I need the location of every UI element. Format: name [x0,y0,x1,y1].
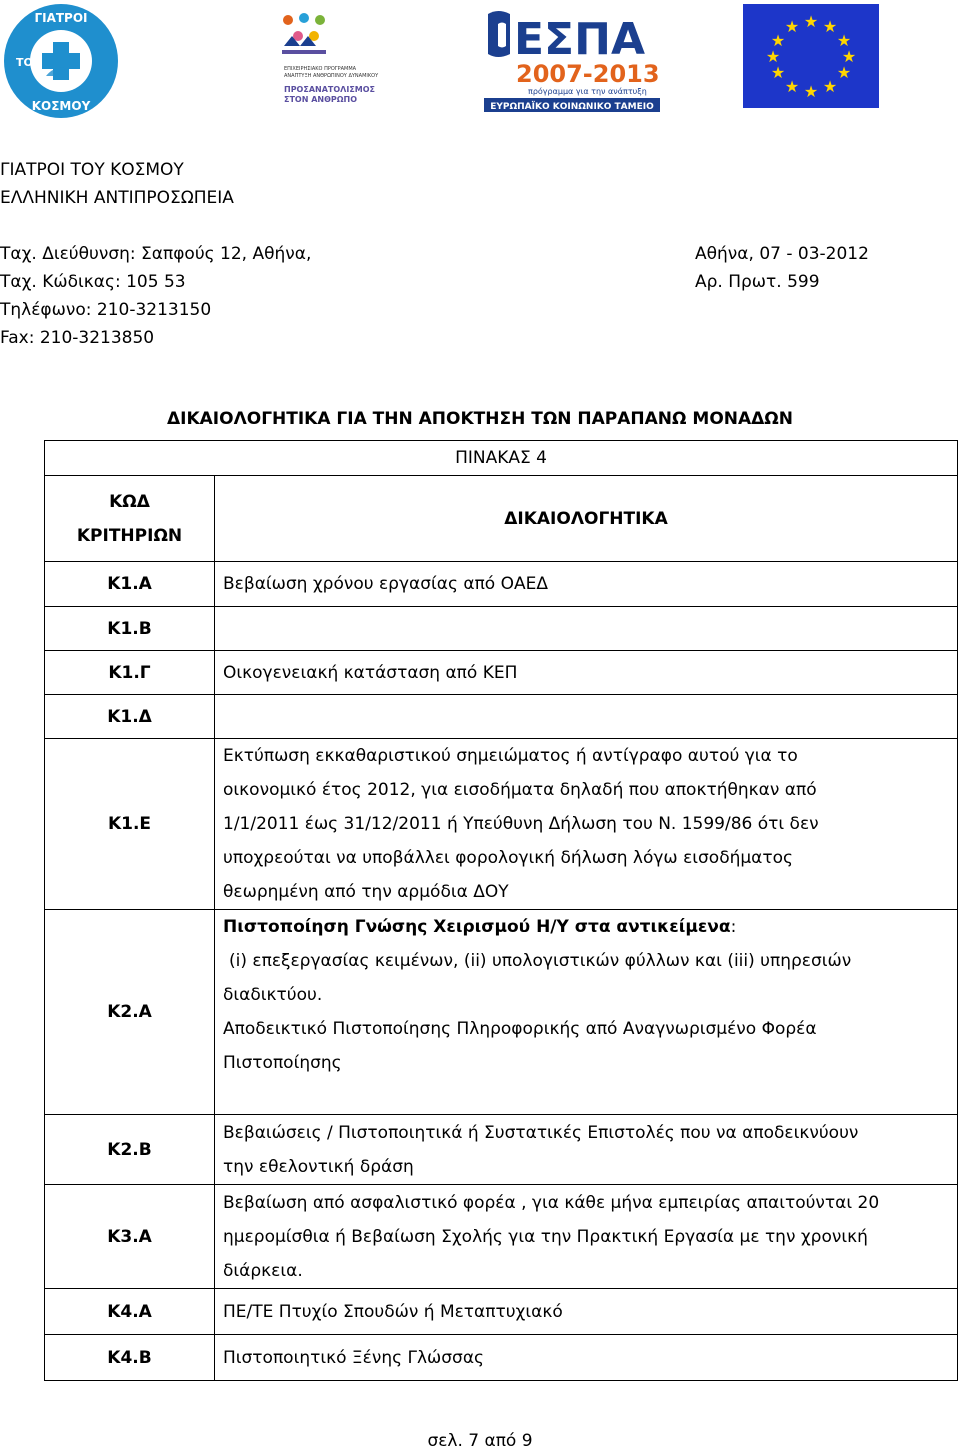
org-name: ΓΙΑΤΡΟΙ ΤΟΥ ΚΟΣΜΟΥ [0,160,184,180]
ngo-logo [2,2,120,120]
description-line: διάρκεια. [223,1260,303,1281]
description-line: 1/1/2011 έως 31/12/2011 ή Υπεύθυνη Δήλωση του Ν. 1599/86 ότι δεν [223,814,819,834]
description-line: (i) επεξεργασίας κειμένων, (ii) υπολογιστικών φύλλων και (iii) υπηρεσιών [229,951,852,971]
svg-text:★: ★ [836,63,852,82]
svg-text:★: ★ [770,63,786,82]
row-code: Κ1.Β [45,607,215,651]
svg-text:★: ★ [841,47,857,66]
row-code: Κ1.Α [45,562,215,607]
svg-text:★: ★ [770,31,786,50]
phone-line: Τηλέφωνο: 210-3213150 [0,300,212,320]
svg-text:2007-2013: 2007-2013 [516,60,660,88]
svg-text:★: ★ [803,12,819,31]
row-code: Κ3.Α [45,1185,215,1289]
description-title: Πιστοποίηση Γνώσης Χειρισμού Η/Υ στα αντικείμενα [223,917,731,937]
row-code: Κ1.Ε [45,739,215,910]
header-code-cell [45,476,215,562]
svg-text:★: ★ [822,17,838,36]
page-number: σελ. 7 από 9 [427,1431,533,1451]
table-row [45,910,958,1115]
description-line: Βεβαιώσεις / Πιστοποιητικά ή Συστατικές Επιστολές που να αποδεικνύουν [223,1122,859,1143]
fax-line: Fax: 210-3213850 [0,328,155,348]
description-line: διαδικτύου. [223,985,323,1005]
svg-text:ΤΟΥ: ΤΟΥ [16,56,41,69]
row-description: Βεβαίωση χρόνου εργασίας από ΟΑΕΔ [215,562,958,607]
table-caption: ΠΙΝΑΚΑΣ 4 [45,441,958,476]
svg-text:πρόγραμμα για την ανάπτυξη: πρόγραμμα για την ανάπτυξη [528,87,647,96]
row-description [215,1185,958,1289]
row-code: Κ1.Δ [45,695,215,739]
description-line: Πιστοποίησης [223,1053,342,1073]
description-line: την εθελοντική δράση [223,1156,414,1177]
svg-text:ΚΟΣΜΟΥ: ΚΟΣΜΟΥ [31,99,91,113]
svg-text:ΕΥΡΩΠΑΪΚΟ ΚΟΙΝΩΝΙΚΟ ΤΑΜΕΙΟ: ΕΥΡΩΠΑΪΚΟ ΚΟΙΝΩΝΙΚΟ ΤΑΜΕΙΟ [490,102,654,112]
svg-text:ΕΣΠΑ: ΕΣΠΑ [514,14,645,65]
postal-code-line: Ταχ. Κώδικας: 105 53 [0,272,186,292]
svg-text:ΣΤΟΝ ΑΝΘΡΩΠΟ: ΣΤΟΝ ΑΝΘΡΩΠΟ [284,95,358,104]
description-line: Βεβαίωση από ασφαλιστικό φορέα , για κάθε μήνα εμπειρίας απαιτούνται 20 [223,1192,880,1213]
description-line: θεωρημένη από την αρμόδια ΔΟΥ [223,882,509,902]
header-docs-cell: ΔΙΚΑΙΟΛΟΓΗΤΙΚΑ [215,476,958,562]
row-code: Κ2.Α [45,910,215,1115]
row-code: Κ4.Α [45,1289,215,1335]
row-code: Κ4.Β [45,1335,215,1381]
description-line: οικονομικό έτος 2012, για εισοδήματα δηλαδή που αποκτήθηκαν από [223,780,817,800]
svg-text:ΑΝΑΠΤΥΞΗ ΑΝΘΡΩΠΙΝΟΥ ΔΥΝΑΜΙΚΟΥ: ΑΝΑΠΤΥΞΗ ΑΝΘΡΩΠΙΝΟΥ ΔΥΝΑΜΙΚΟΥ [284,73,379,79]
row-description-empty [215,607,958,651]
logo-bar [0,0,960,125]
eu-flag-logo [743,4,879,108]
svg-text:★: ★ [784,77,800,96]
date-line: Αθήνα, 07 - 03-2012 [695,244,869,264]
protocol-number: Αρ. Πρωτ. 599 [695,272,820,292]
row-description [215,1115,958,1185]
row-description: ΠΕ/ΤΕ Πτυχίο Σπουδών ή Μεταπτυχιακό [215,1289,958,1335]
document-heading: ΔΙΚΑΙΟΛΟΓΗΤΙΚΑ ΓΙΑ ΤΗΝ ΑΠΟΚΤΗΣΗ ΤΩΝ ΠΑΡΑΠΑΝΩ ΜΟΝΑΔΩΝ [167,409,793,429]
table-row [45,1115,958,1185]
description-line: Πιστοποίηση Γνώσης Χειρισμού Η/Υ στα αντικείμενα: [223,917,737,937]
svg-text:★: ★ [765,47,781,66]
row-description [215,739,958,910]
espa-logo [484,6,660,114]
requirements-table [44,440,958,1381]
table-row [45,1335,958,1381]
table-row [45,562,958,607]
description-line: Εκτύπωση εκκαθαριστικού σημειώματος ή αντίγραφο αυτού για το [223,746,798,766]
description-line: Αποδεικτικό Πιστοποίησης Πληροφορικής από Αναγνωρισμένο Φορέα [223,1019,817,1039]
table-row [45,695,958,739]
header-code-label-1: ΚΩΔ [109,491,150,512]
svg-text:★: ★ [822,77,838,96]
table-header-row [45,476,958,562]
row-description: Οικογενειακή κατάσταση από ΚΕΠ [215,651,958,695]
table-caption-row [45,441,958,476]
org-subtitle: ΕΛΛΗΝΙΚΗ ΑΝΤΙΠΡΟΣΩΠΕΙΑ [0,188,234,208]
svg-text:★: ★ [803,82,819,101]
row-code: Κ1.Γ [45,651,215,695]
svg-text:★: ★ [784,17,800,36]
table-row [45,739,958,910]
table-row [45,607,958,651]
address-line: Ταχ. Διεύθυνση: Σαπφούς 12, Αθήνα, [0,244,312,264]
row-description: Πιστοποιητικό Ξένης Γλώσσας [215,1335,958,1381]
svg-text:ΕΠΙΧΕΙΡΗΣΙΑΚΟ ΠΡΟΓΡΑΜΜΑ: ΕΠΙΧΕΙΡΗΣΙΑΚΟ ΠΡΟΓΡΑΜΜΑ [284,66,357,72]
svg-text:★: ★ [836,31,852,50]
svg-text:ΠΡΟΣΑΝΑΤΟΛΙΣΜΟΣ: ΠΡΟΣΑΝΑΤΟΛΙΣΜΟΣ [284,85,376,94]
row-code: Κ2.Β [45,1115,215,1185]
svg-text:ΓΙΑΤΡΟΙ: ΓΙΑΤΡΟΙ [34,11,88,25]
row-description-empty [215,695,958,739]
description-line: υποχρεούται να υποβάλλει φορολογική δήλωση λόγω εισοδήματος [223,848,793,868]
table-row [45,1185,958,1289]
header-code-label-2: ΚΡΙΤΗΡΙΩΝ [76,525,183,546]
table-row [45,651,958,695]
program-logo [270,10,410,115]
table-row [45,1289,958,1335]
row-description [215,910,958,1115]
description-line: ημερομίσθια ή Βεβαίωση Σχολής για την Πρακτική Εργασία με την χρονική [223,1226,868,1247]
